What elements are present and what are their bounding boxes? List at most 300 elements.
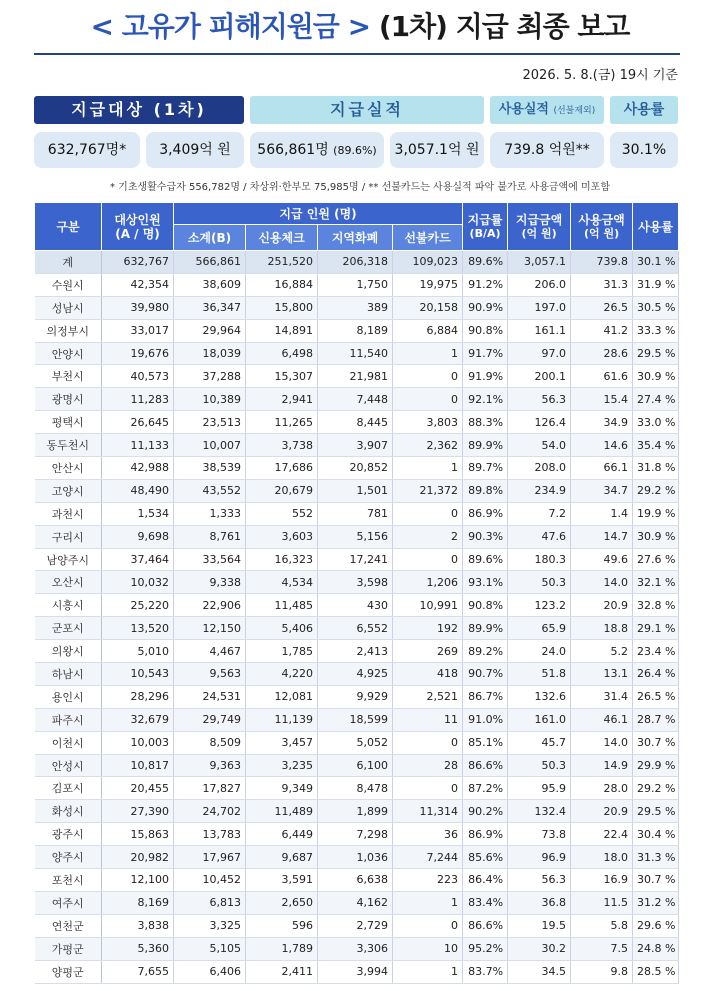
col-pay-rate xyxy=(463,203,508,251)
table-cell: 41.2 xyxy=(571,319,633,342)
col-pay-rate-unit: (B/A) xyxy=(469,226,501,240)
table-cell: 11,265 xyxy=(246,411,318,434)
table-cell: 10,452 xyxy=(174,869,246,892)
region-name-cell: 부천시 xyxy=(35,365,102,388)
table-cell: 9,363 xyxy=(174,754,246,777)
table-cell: 7,298 xyxy=(318,823,393,846)
table-cell: 56.3 xyxy=(508,869,571,892)
table-row xyxy=(35,914,679,937)
region-name-cell: 시흥시 xyxy=(35,594,102,617)
table-cell: 14.0 xyxy=(571,731,633,754)
region-name-cell: 의왕시 xyxy=(35,640,102,663)
table-cell: 6,552 xyxy=(318,617,393,640)
table-cell: 12,081 xyxy=(246,685,318,708)
table-row xyxy=(35,273,679,296)
table-cell: 15.4 xyxy=(571,388,633,411)
table-cell: 46.1 xyxy=(571,708,633,731)
table-cell: 20,852 xyxy=(318,457,393,480)
region-name-cell: 계 xyxy=(35,251,102,274)
region-name-cell: 여주시 xyxy=(35,891,102,914)
region-name-cell: 과천시 xyxy=(35,502,102,525)
usage-label-box xyxy=(490,96,604,124)
table-cell: 206,318 xyxy=(318,251,393,274)
table-cell: 418 xyxy=(393,663,463,686)
table-cell: 19,676 xyxy=(102,342,174,365)
table-cell: 90.3% xyxy=(463,525,508,548)
col-prepaid: 선불카드 xyxy=(393,225,463,251)
table-cell: 1,501 xyxy=(318,479,393,502)
table-cell: 28 xyxy=(393,754,463,777)
table-cell: 89.8% xyxy=(463,479,508,502)
table-cell: 8,509 xyxy=(174,731,246,754)
table-cell: 20.9 xyxy=(571,594,633,617)
usage-label-note: (선불제외) xyxy=(553,106,596,116)
col-use-amount-unit: (억 원) xyxy=(583,226,620,240)
table-cell: 32.1 % xyxy=(633,571,679,594)
table-cell: 36,347 xyxy=(174,296,246,319)
title-prefix: < xyxy=(90,10,113,43)
region-name-cell: 이천시 xyxy=(35,731,102,754)
table-cell: 3,235 xyxy=(246,754,318,777)
table-cell: 33.0 % xyxy=(633,411,679,434)
paid-people-pct: (89.6%) xyxy=(333,144,377,157)
table-cell: 28,296 xyxy=(102,685,174,708)
table-cell: 91.0% xyxy=(463,708,508,731)
title-suffix: > xyxy=(347,10,371,43)
table-row xyxy=(35,571,679,594)
table-row xyxy=(35,594,679,617)
table-cell: 223 xyxy=(393,869,463,892)
table-cell: 20,982 xyxy=(102,846,174,869)
table-cell: 1,789 xyxy=(246,937,318,960)
table-cell: 3,598 xyxy=(318,571,393,594)
table-cell: 4,467 xyxy=(174,640,246,663)
region-name-cell: 안산시 xyxy=(35,457,102,480)
region-name-cell: 가평군 xyxy=(35,937,102,960)
table-cell: 45.7 xyxy=(508,731,571,754)
table-cell: 14.9 xyxy=(571,754,633,777)
table-row xyxy=(35,846,679,869)
table-cell: 200.1 xyxy=(508,365,571,388)
table-cell: 86.6% xyxy=(463,914,508,937)
table-cell: 13.1 xyxy=(571,663,633,686)
table-cell: 73.8 xyxy=(508,823,571,846)
table-cell: 24,702 xyxy=(174,800,246,823)
table-cell: 42,354 xyxy=(102,273,174,296)
table-cell: 14.0 xyxy=(571,571,633,594)
table-cell: 65.9 xyxy=(508,617,571,640)
table-cell: 739.8 xyxy=(571,251,633,274)
table-cell: 2,941 xyxy=(246,388,318,411)
table-cell: 7.2 xyxy=(508,502,571,525)
table-row xyxy=(35,731,679,754)
table-cell: 83.7% xyxy=(463,960,508,983)
table-cell: 93.1% xyxy=(463,571,508,594)
table-cell: 95.2% xyxy=(463,937,508,960)
table-cell: 31.2 % xyxy=(633,891,679,914)
region-name-cell: 수원시 xyxy=(35,273,102,296)
table-cell: 10,389 xyxy=(174,388,246,411)
table-cell: 2,411 xyxy=(246,960,318,983)
table-cell: 86.4% xyxy=(463,869,508,892)
table-cell: 2,413 xyxy=(318,640,393,663)
col-use-amount-label: 사용금액 xyxy=(578,212,625,227)
table-cell: 3,803 xyxy=(393,411,463,434)
table-cell: 48,490 xyxy=(102,479,174,502)
table-cell: 7,655 xyxy=(102,960,174,983)
table-cell: 11.5 xyxy=(571,891,633,914)
table-cell: 33.3 % xyxy=(633,319,679,342)
table-cell: 180.3 xyxy=(508,548,571,571)
table-cell: 3,838 xyxy=(102,914,174,937)
table-cell: 18.0 xyxy=(571,846,633,869)
table-cell: 781 xyxy=(318,502,393,525)
total-row xyxy=(35,251,679,274)
table-cell: 90.2% xyxy=(463,800,508,823)
table-cell: 2,521 xyxy=(393,685,463,708)
table-cell: 30.9 % xyxy=(633,365,679,388)
table-cell: 14.7 xyxy=(571,525,633,548)
table-cell: 89.2% xyxy=(463,640,508,663)
col-paid-group: 지급 인원 (명) xyxy=(174,203,463,225)
table-cell: 26.5 xyxy=(571,296,633,319)
target-amount-value: 3,409억 원 xyxy=(146,132,244,168)
table-cell: 161.1 xyxy=(508,319,571,342)
table-cell: 33,564 xyxy=(174,548,246,571)
table-cell: 0 xyxy=(393,502,463,525)
table-cell: 29.5 % xyxy=(633,800,679,823)
title-rest: (1차) 지급 최종 보고 xyxy=(378,10,630,43)
region-name-cell: 김포시 xyxy=(35,777,102,800)
table-cell: 9,687 xyxy=(246,846,318,869)
region-name-cell: 구리시 xyxy=(35,525,102,548)
table-cell: 251,520 xyxy=(246,251,318,274)
region-name-cell: 오산시 xyxy=(35,571,102,594)
usage-rate-value: 30.1% xyxy=(610,132,678,168)
table-cell: 5,105 xyxy=(174,937,246,960)
table-cell: 9.8 xyxy=(571,960,633,983)
table-cell: 596 xyxy=(246,914,318,937)
table-cell: 36 xyxy=(393,823,463,846)
table-cell: 0 xyxy=(393,914,463,937)
table-cell: 20,679 xyxy=(246,479,318,502)
table-cell: 89.9% xyxy=(463,617,508,640)
table-cell: 1,206 xyxy=(393,571,463,594)
table-row xyxy=(35,411,679,434)
table-cell: 38,539 xyxy=(174,457,246,480)
col-subtotal: 소계(B) xyxy=(174,225,246,251)
table-cell: 51.8 xyxy=(508,663,571,686)
table-cell: 161.0 xyxy=(508,708,571,731)
table-cell: 90.8% xyxy=(463,594,508,617)
table-cell: 15,800 xyxy=(246,296,318,319)
table-cell: 5.8 xyxy=(571,914,633,937)
col-target xyxy=(102,203,174,251)
table-cell: 16,884 xyxy=(246,273,318,296)
table-cell: 11,540 xyxy=(318,342,393,365)
table-cell: 89.6% xyxy=(463,548,508,571)
table-cell: 39,980 xyxy=(102,296,174,319)
table-cell: 10,007 xyxy=(174,434,246,457)
region-name-cell: 파주시 xyxy=(35,708,102,731)
table-row xyxy=(35,525,679,548)
table-cell: 19.9 % xyxy=(633,502,679,525)
table-cell: 8,761 xyxy=(174,525,246,548)
table-cell: 28.5 % xyxy=(633,960,679,983)
table-cell: 4,162 xyxy=(318,891,393,914)
table-cell: 2,650 xyxy=(246,891,318,914)
table-cell: 234.9 xyxy=(508,479,571,502)
table-cell: 32,679 xyxy=(102,708,174,731)
table-cell: 50.3 xyxy=(508,571,571,594)
table-cell: 9,698 xyxy=(102,525,174,548)
region-name-cell: 하남시 xyxy=(35,663,102,686)
table-cell: 11,489 xyxy=(246,800,318,823)
region-name-cell: 안성시 xyxy=(35,754,102,777)
col-pay-amount-unit: (억 원) xyxy=(521,226,557,240)
region-name-cell: 양평군 xyxy=(35,960,102,983)
table-cell: 1 xyxy=(393,891,463,914)
table-cell: 83.4% xyxy=(463,891,508,914)
table-cell: 86.6% xyxy=(463,754,508,777)
table-cell: 30.9 % xyxy=(633,525,679,548)
table-cell: 33,017 xyxy=(102,319,174,342)
table-row xyxy=(35,502,679,525)
table-cell: 10,032 xyxy=(102,571,174,594)
table-cell: 40,573 xyxy=(102,365,174,388)
table-cell: 12,100 xyxy=(102,869,174,892)
table-row xyxy=(35,319,679,342)
table-cell: 43,552 xyxy=(174,479,246,502)
col-region: 구분 xyxy=(35,203,102,251)
table-cell: 123.2 xyxy=(508,594,571,617)
table-row xyxy=(35,457,679,480)
table-cell: 7,244 xyxy=(393,846,463,869)
col-pay-amount xyxy=(508,203,571,251)
table-cell: 31.4 xyxy=(571,685,633,708)
table-cell: 1,899 xyxy=(318,800,393,823)
table-cell: 126.4 xyxy=(508,411,571,434)
paid-amount-value: 3,057.1억 원 xyxy=(390,132,484,168)
table-cell: 8,169 xyxy=(102,891,174,914)
report-date: 2026. 5. 8.(금) 19시 기준 xyxy=(522,68,678,83)
table-cell: 8,445 xyxy=(318,411,393,434)
table-cell: 90.8% xyxy=(463,319,508,342)
table-cell: 5,406 xyxy=(246,617,318,640)
table-cell: 54.0 xyxy=(508,434,571,457)
table-cell: 23.4 % xyxy=(633,640,679,663)
payment-table xyxy=(34,202,679,984)
table-row xyxy=(35,891,679,914)
table-cell: 3,994 xyxy=(318,960,393,983)
table-cell: 9,349 xyxy=(246,777,318,800)
col-use-rate: 사용률 xyxy=(633,203,679,251)
table-cell: 11,133 xyxy=(102,434,174,457)
table-cell: 192 xyxy=(393,617,463,640)
table-cell: 0 xyxy=(393,731,463,754)
table-cell: 34.7 xyxy=(571,479,633,502)
table-cell: 28.7 % xyxy=(633,708,679,731)
table-cell: 10,991 xyxy=(393,594,463,617)
table-cell: 34.5 xyxy=(508,960,571,983)
table-cell: 3,738 xyxy=(246,434,318,457)
table-cell: 30.4 % xyxy=(633,823,679,846)
table-cell: 20,158 xyxy=(393,296,463,319)
table-cell: 15,863 xyxy=(102,823,174,846)
table-cell: 10,817 xyxy=(102,754,174,777)
table-cell: 86.9% xyxy=(463,502,508,525)
table-cell: 1,785 xyxy=(246,640,318,663)
table-cell: 5,156 xyxy=(318,525,393,548)
table-cell: 17,686 xyxy=(246,457,318,480)
table-cell: 29,749 xyxy=(174,708,246,731)
table-cell: 9,563 xyxy=(174,663,246,686)
table-cell: 29.9 % xyxy=(633,754,679,777)
table-cell: 1 xyxy=(393,457,463,480)
table-cell: 50.3 xyxy=(508,754,571,777)
table-cell: 109,023 xyxy=(393,251,463,274)
table-cell: 28.0 xyxy=(571,777,633,800)
region-name-cell: 연천군 xyxy=(35,914,102,937)
table-row xyxy=(35,640,679,663)
table-cell: 89.9% xyxy=(463,434,508,457)
usage-amount-value: 739.8 억원** xyxy=(490,132,604,168)
table-cell: 42,988 xyxy=(102,457,174,480)
table-cell: 8,189 xyxy=(318,319,393,342)
table-cell: 37,464 xyxy=(102,548,174,571)
region-name-cell: 화성시 xyxy=(35,800,102,823)
table-cell: 3,457 xyxy=(246,731,318,754)
table-cell: 31.3 % xyxy=(633,846,679,869)
table-cell: 27.4 % xyxy=(633,388,679,411)
table-cell: 1,750 xyxy=(318,273,393,296)
table-cell: 5,052 xyxy=(318,731,393,754)
table-cell: 1,534 xyxy=(102,502,174,525)
table-cell: 10,003 xyxy=(102,731,174,754)
table-cell: 90.9% xyxy=(463,296,508,319)
table-cell: 11,314 xyxy=(393,800,463,823)
table-cell: 86.7% xyxy=(463,685,508,708)
table-cell: 91.7% xyxy=(463,342,508,365)
table-cell: 35.4 % xyxy=(633,434,679,457)
table-cell: 32.8 % xyxy=(633,594,679,617)
table-cell: 1,036 xyxy=(318,846,393,869)
page-title xyxy=(0,6,720,48)
table-cell: 0 xyxy=(393,777,463,800)
table-cell: 6,638 xyxy=(318,869,393,892)
table-cell: 20,455 xyxy=(102,777,174,800)
table-cell: 87.2% xyxy=(463,777,508,800)
table-cell: 89.6% xyxy=(463,251,508,274)
target-people-value: 632,767명* xyxy=(34,132,140,168)
col-local: 지역화폐 xyxy=(318,225,393,251)
table-row xyxy=(35,960,679,983)
table-cell: 11 xyxy=(393,708,463,731)
table-cell: 31.3 xyxy=(571,273,633,296)
table-cell: 85.1% xyxy=(463,731,508,754)
table-cell: 29.6 % xyxy=(633,914,679,937)
table-cell: 17,241 xyxy=(318,548,393,571)
table-cell: 9,338 xyxy=(174,571,246,594)
table-cell: 49.6 xyxy=(571,548,633,571)
region-name-cell: 동두천시 xyxy=(35,434,102,457)
table-cell: 132.4 xyxy=(508,800,571,823)
table-cell: 3,057.1 xyxy=(508,251,571,274)
table-row xyxy=(35,479,679,502)
table-row xyxy=(35,823,679,846)
table-cell: 3,591 xyxy=(246,869,318,892)
table-cell: 91.9% xyxy=(463,365,508,388)
table-cell: 27,390 xyxy=(102,800,174,823)
region-name-cell: 광주시 xyxy=(35,823,102,846)
table-cell: 86.9% xyxy=(463,823,508,846)
table-row xyxy=(35,342,679,365)
table-cell: 14.6 xyxy=(571,434,633,457)
table-row xyxy=(35,777,679,800)
table-cell: 1.4 xyxy=(571,502,633,525)
region-name-cell: 안양시 xyxy=(35,342,102,365)
table-cell: 29.2 % xyxy=(633,479,679,502)
table-cell: 19.5 xyxy=(508,914,571,937)
table-cell: 7.5 xyxy=(571,937,633,960)
table-cell: 10 xyxy=(393,937,463,960)
table-cell: 29.1 % xyxy=(633,617,679,640)
table-cell: 90.7% xyxy=(463,663,508,686)
table-cell: 30.2 xyxy=(508,937,571,960)
region-name-cell: 양주시 xyxy=(35,846,102,869)
result-label: 지급실적 xyxy=(250,96,484,124)
region-name-cell: 성남시 xyxy=(35,296,102,319)
table-cell: 30.5 % xyxy=(633,296,679,319)
table-cell: 132.6 xyxy=(508,685,571,708)
table-cell: 29,964 xyxy=(174,319,246,342)
table-cell: 6,813 xyxy=(174,891,246,914)
table-cell: 206.0 xyxy=(508,273,571,296)
table-cell: 3,907 xyxy=(318,434,393,457)
col-target-unit: (A / 명) xyxy=(115,226,160,241)
table-cell: 56.3 xyxy=(508,388,571,411)
table-cell: 18,039 xyxy=(174,342,246,365)
table-cell: 18.8 xyxy=(571,617,633,640)
rate-label: 사용률 xyxy=(610,96,678,124)
table-cell: 31.9 % xyxy=(633,273,679,296)
table-cell: 3,325 xyxy=(174,914,246,937)
table-cell: 430 xyxy=(318,594,393,617)
table-cell: 4,925 xyxy=(318,663,393,686)
table-cell: 18,599 xyxy=(318,708,393,731)
table-cell: 31.8 % xyxy=(633,457,679,480)
table-cell: 2,729 xyxy=(318,914,393,937)
table-cell: 29.5 % xyxy=(633,342,679,365)
table-cell: 38,609 xyxy=(174,273,246,296)
table-cell: 21,372 xyxy=(393,479,463,502)
table-cell: 34.9 xyxy=(571,411,633,434)
table-cell: 552 xyxy=(246,502,318,525)
table-cell: 11,485 xyxy=(246,594,318,617)
col-pay-amount-label: 지급금액 xyxy=(515,212,563,227)
table-cell: 88.3% xyxy=(463,411,508,434)
region-name-cell: 군포시 xyxy=(35,617,102,640)
table-cell: 2 xyxy=(393,525,463,548)
title-divider xyxy=(34,53,680,55)
table-cell: 27.6 % xyxy=(633,548,679,571)
table-row xyxy=(35,365,679,388)
table-cell: 25,220 xyxy=(102,594,174,617)
table-cell: 24,531 xyxy=(174,685,246,708)
table-cell: 29.2 % xyxy=(633,777,679,800)
table-cell: 22,906 xyxy=(174,594,246,617)
table-row xyxy=(35,754,679,777)
